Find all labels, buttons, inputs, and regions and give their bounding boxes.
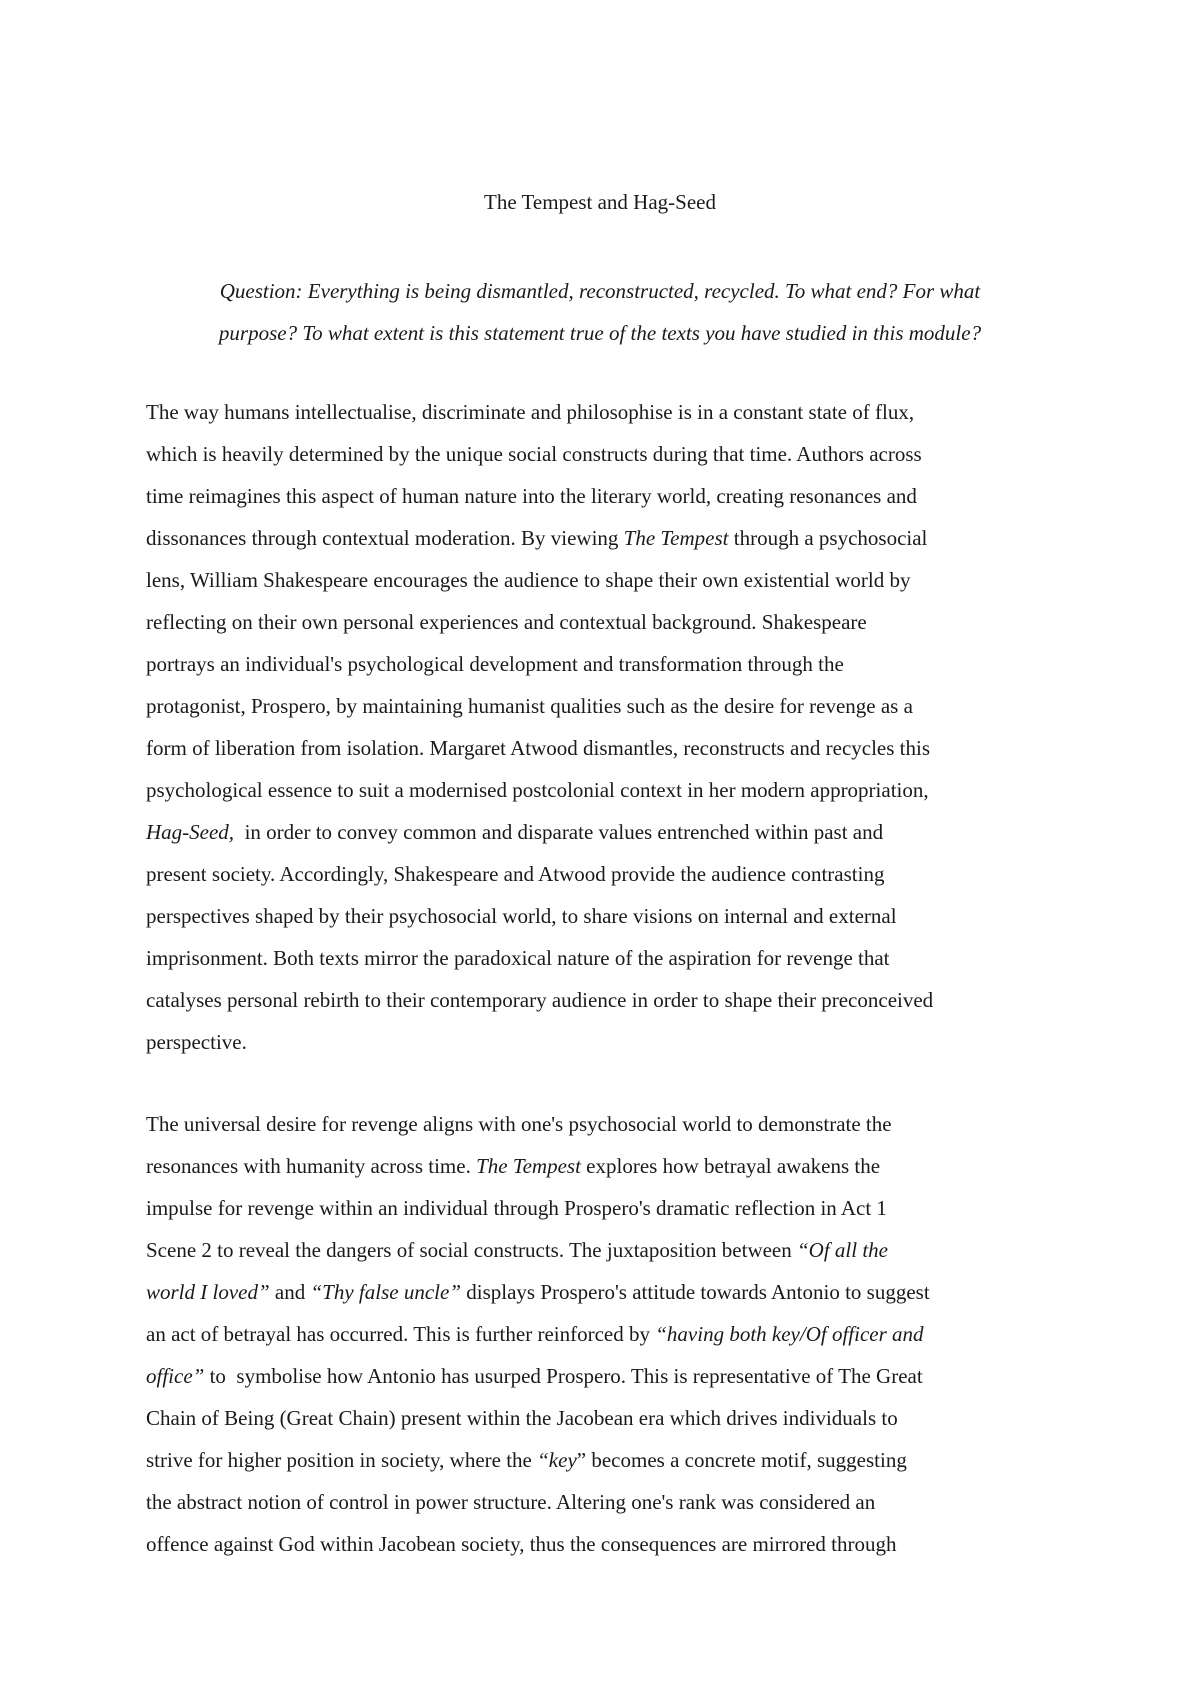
text-run: form of liberation from isolation. Margaret Atwood dismantles, reconstructs and recycles this bbox=[146, 736, 931, 760]
paragraph-line bbox=[146, 517, 1106, 559]
text-run: ” becomes a concrete motif, suggesting bbox=[576, 1448, 907, 1472]
paragraph-line bbox=[146, 1397, 1106, 1439]
text-run: protagonist, Prospero, by maintaining humanist qualities such as the desire for revenge as a bbox=[146, 694, 913, 718]
paragraph-line bbox=[146, 1439, 1106, 1481]
paragraph-line bbox=[146, 853, 1106, 895]
text-run: and bbox=[269, 1280, 311, 1304]
paragraph-line bbox=[146, 769, 1106, 811]
italic-quote-text: “Thy false uncle” bbox=[310, 1280, 461, 1304]
text-run: reflecting on their own personal experiences and contextual background. Shakespeare bbox=[146, 610, 867, 634]
paragraph-line bbox=[146, 1145, 1106, 1187]
italic-quote-text: “having both key/Of officer and bbox=[655, 1322, 924, 1346]
text-run: Scene 2 to reveal the dangers of social constructs. The juxtaposition between bbox=[146, 1238, 797, 1262]
document-title: The Tempest and Hag-Seed bbox=[484, 190, 716, 214]
paragraph-line bbox=[146, 433, 1106, 475]
text-run: present society. Accordingly, Shakespeare and Atwood provide the audience contrasting bbox=[146, 862, 885, 886]
paragraph-line bbox=[146, 1229, 1106, 1271]
question-line: purpose? To what extent is this statement true of the texts you have studied in this module? bbox=[218, 321, 982, 345]
paragraph-body bbox=[146, 1103, 1106, 1565]
paragraph-line bbox=[146, 1355, 1106, 1397]
text-run: portrays an individual's psychological development and transformation through the bbox=[146, 652, 844, 676]
paragraph-line bbox=[146, 391, 1106, 433]
paragraph-line bbox=[146, 979, 1106, 1021]
text-run: Chain of Being (Great Chain) present within the Jacobean era which drives individuals to bbox=[146, 1406, 898, 1430]
paragraph-line bbox=[146, 1481, 1106, 1523]
text-run: displays Prospero's attitude towards Antonio to suggest bbox=[461, 1280, 930, 1304]
paragraph-line bbox=[146, 937, 1106, 979]
text-run: lens, William Shakespeare encourages the audience to shape their own existential world by bbox=[146, 568, 911, 592]
question-line: Question: Everything is being dismantled, reconstructed, recycled. To what end? For what bbox=[219, 279, 981, 303]
italic-quote-text: The Tempest bbox=[476, 1154, 581, 1178]
italic-quote-text: The Tempest bbox=[623, 526, 729, 550]
text-run: strive for higher position in society, where the bbox=[146, 1448, 538, 1472]
text-run: imprisonment. Both texts mirror the paradoxical nature of the aspiration for revenge that bbox=[146, 946, 890, 970]
italic-quote-text: office” bbox=[146, 1364, 205, 1388]
text-run: dissonances through contextual moderation. By viewing bbox=[146, 526, 624, 550]
paragraph-line bbox=[146, 811, 1106, 853]
paragraph-line bbox=[146, 1313, 1106, 1355]
italic-quote-text: Hag-Seed, bbox=[146, 820, 235, 844]
text-run: in order to convey common and disparate values entrenched within past and bbox=[234, 820, 884, 844]
text-run: to symbolise how Antonio has usurped Prospero. This is representative of The Great bbox=[204, 1364, 923, 1388]
text-run: which is heavily determined by the unique social constructs during that time. Authors across bbox=[146, 442, 922, 466]
text-run: explores how betrayal awakens the bbox=[580, 1154, 881, 1178]
text-run: perspective. bbox=[146, 1030, 247, 1054]
paragraph-introduction bbox=[146, 391, 1106, 1063]
paragraph-line bbox=[146, 1021, 1106, 1063]
paragraph-line bbox=[146, 559, 1106, 601]
text-run: the abstract notion of control in power structure. Altering one's rank was considered an bbox=[146, 1490, 876, 1514]
italic-quote-text: “key bbox=[537, 1448, 577, 1472]
italic-quote-text: world I loved” bbox=[146, 1280, 270, 1304]
paragraph-line bbox=[146, 685, 1106, 727]
text-run: The way humans intellectualise, discriminate and philosophise is in a constant state of flux, bbox=[146, 400, 915, 424]
paragraph-line bbox=[146, 1103, 1106, 1145]
text-run: resonances with humanity across time. bbox=[146, 1154, 477, 1178]
paragraph-line bbox=[146, 475, 1106, 517]
text-run: through a psychosocial bbox=[728, 526, 928, 550]
paragraph-line bbox=[146, 727, 1106, 769]
italic-quote-text: “Of all the bbox=[797, 1238, 889, 1262]
text-run: offence against God within Jacobean society, thus the consequences are mirrored through bbox=[146, 1532, 897, 1556]
text-run: impulse for revenge within an individual through Prospero's dramatic reflection in Act 1 bbox=[146, 1196, 887, 1220]
text-run: time reimagines this aspect of human nature into the literary world, creating resonances and bbox=[146, 484, 917, 508]
text-run: perspectives shaped by their psychosocial world, to share visions on internal and external bbox=[146, 904, 897, 928]
essay-question bbox=[130, 270, 1070, 354]
text-run: The universal desire for revenge aligns with one's psychosocial world to demonstrate the bbox=[146, 1112, 892, 1136]
paragraph-line bbox=[146, 1523, 1106, 1565]
paragraph-line bbox=[146, 601, 1106, 643]
text-run: psychological essence to suit a modernised postcolonial context in her modern appropriation, bbox=[146, 778, 929, 802]
text-run: catalyses personal rebirth to their contemporary audience in order to shape their preconceived bbox=[146, 988, 934, 1012]
paragraph-line bbox=[146, 895, 1106, 937]
text-run: an act of betrayal has occurred. This is further reinforced by bbox=[146, 1322, 656, 1346]
paragraph-line bbox=[146, 1187, 1106, 1229]
paragraph-line bbox=[146, 643, 1106, 685]
paragraph-line bbox=[146, 1271, 1106, 1313]
